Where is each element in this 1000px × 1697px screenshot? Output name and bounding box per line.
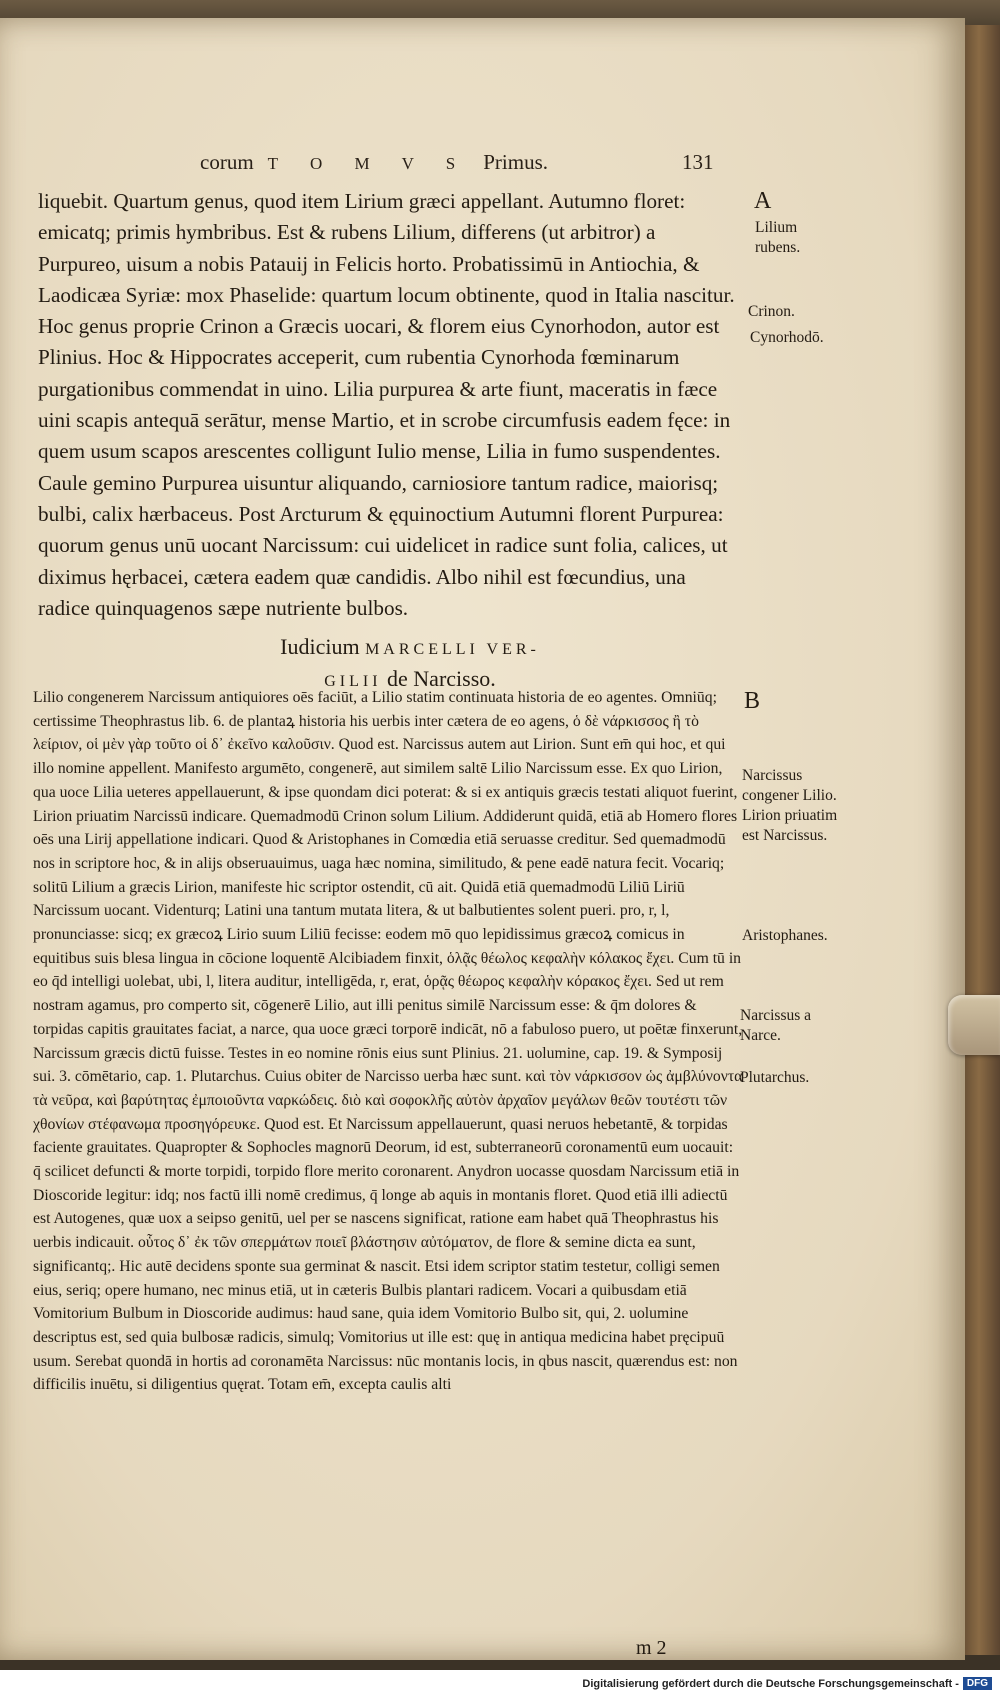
margin-letter-a: A [754,188,772,214]
margin-note-aristophanes: Aristophanes. [742,927,828,944]
main-text-block [38,186,738,624]
book-clasp [948,995,1000,1055]
running-header [200,150,740,175]
margin-note-cynorhodon: Cynorhodō. [750,329,824,346]
margin-note-narcissus-congener: Narcissus congener Lilio. Lirion priuatim est Narcissus. [742,767,838,844]
margin-note-crinon: Crinon. [748,303,795,320]
book-binding-edge [965,25,1000,1655]
dfg-logo[interactable]: DFG [963,1677,992,1690]
paragraph: Lilio congenerem Narcissum antiquiores oēs faciūt, a Lilio statim continuata historia de eo agentes. Omniūq; certissime Theophrastus lib. 6. de plantaꝝ historia his uerbis inter cætera de eo agens, ὁ δὲ νάρκισσος ἢ τὸ λείριον, οἱ μὲν γὰρ τοῦτο οἱ δ᾽ ἐκεῖνο καλοῦσιν. Quod est. Narcissus autem aut Lirion. Sunt em̄ qui hoc, et qui illo nomine appellent. Manifesto argumēto, congenerē, aut similem saltē Lilio Narcissum esse. Ex quo Lirion, qua uoce Lilia ueteres appellauerunt, & ipse quondam dici poterat: & si ex antiquis græcis testati aliquot fuerint, Lirion priuatim Narcissū indicare. Quemadmodū Crinon solum Lilium. Addiderunt quidā, etiā ab Homero flores oēs una Lirij appellatione indicari. Quod & Aristophanes in Comœdia etiā seruasse creditur. Sed quemadmodū nos in scriptore hoc, & in alijs obseruauimus, uaga hæc nomina, similitudo, & pene eadē natura fecit. Vocariq; solitū Lilium a græcis Lirion, manifeste hic scriptor ostendit, cū ait. Quidā etiā quemadmodū Liliū Liriū Narcissum uocant. Videnturq; Latini una tantum mutata litera, & ut balbutientes solent pueri. pro, r, l, pronunciasse: sicq; ex græcoꝝ Lirio suum Liliū fecisse: eodem mō quo lepidissimus græcoꝝ comicus in equitibus suis blesa lingua in cōcione loquentē Alcibiadem finxit, ὁλᾷς θέωλος κεφαλὴν κόλακος ἔχει. Cum tū in eo q̄d intelligi uolebat, ubi, l, litera auditur, intelligēda, r, erat, ὁρᾷς θέωρος κεφαλὴν κόρακος ἔχει. Sed ut rem nostram agamus, pro comperto sit, cōgenerē Lilio, aut illi penitus similē Narcissum esse: & q̄m dolores & torpidas capitis grauitates faciat, a narce, qua uoce græci torporē indicāt, nō a fabuloso puero, ut poētæ finxerunt, Narcissum græcis dictū fuisse. Testes in eo nomine rōnis eius sunt Plinius. 21. uolumine, cap. 19. & Symposij sui. 3. cōmētario, cap. 1. Plutarchus. Cuius obiter de Narcisso uerba hæc sunt. καὶ τὸν νάρκισσον ὡς ἀμβλύνοντα τὰ νεῦρα, καὶ βαρύτητας ἐμποιοῦντα ναρκώδεις. διὸ καὶ σοφοκλῆς αὐτὸν ἀρχαῖον μεγάλων θεῶν τουτέστι τῶν χθονίων στέφανωμα προσηγόρευκε. Quod est. Et Narcissum appellauerunt, quasi neruos hebetantē, & torpidas faciente grauitates. Quapropter & Sophocles magnorū Deorum, id est, subterraneorū coronamentū eum uocauit: q̄ scilicet defuncti & morte torpidi, torpido flore merito coronarent. Anydron uocasse quosdam Narcissum etiā in Dioscoride legitur: idq; nos factū illi nomē credimus, q̄ longe ab aquis in montanis floret. Quod etiā illi adiectū est Autogenes, quæ uox a seipso genitū, uel per se nascens significat, ratione eam habet quā Theophrastus his uerbis indicauit. οὗτος δ᾽ ἐκ τῶν σπερμάτων ποιεῖ βλάστησιν αὐτόματον, de flore & semine dicta ea sunt, significantq;. Hic autē decidens sponte sua germinat & nascit. Etsi idem scriptor statim testetur, colligi semen eius, seriq; opere humano, nec minus etiā, ut in cæteris Bulbis plantari radicem. Vocari a quibusdam etiā Vomitorium Bulbum in Dioscoride audimus: haud sane, quia idem Vomitorio Bulbo sit, qui, 2. uolumine descriptus est, sed quia bulbosæ radicis, simulq; Vomitorius ut ille est: quę in antiqua medicina habet pręcipuū usum. Serebat quondā in hortis ad coronamēta Narcissus: nūc montanis locis, in qbus nascit, quærendus est: non difficilis inuētu, si diligentius quęrat. Totam em̄, excepta caulis alti [33,689,743,1394]
folio-number: 131 [682,150,714,174]
margin-note-plutarchus: Plutarchus. [740,1069,810,1086]
margin-note-narcissus-a-narce: Narcissus a Narce. [740,1007,812,1044]
heading-word: de Narcisso. [387,666,496,691]
small-text-block [33,686,743,1397]
footer-credit-text: Digitalisierung gefördert durch die Deutsche Forschungsgemeinschaft - [582,1677,959,1690]
header-right-word: Primus. [483,150,549,174]
margin-letter-b: B [744,688,761,714]
paragraph: liquebit. Quartum genus, quod item Lirium græci appellant. Autumno floret: emicatq; primis hymbribus. Est & rubens Lilium, differens (ut arbitror) a Purpureo, uisum a nobis Patauij in Felicis horto. Probatissimū in Antiochia, & Laodicæa Syriæ: mox Phaselide: quartum locum obtinente, quod in Italia nascitur. Hoc genus proprie Crinon a Græcis uocari, & florem eius Cynorhodon, autor est Plinius. Hoc & Hippocrates acceperit, cum rubentia Cynorhoda fœminarum purgationibus commendat in uino. Lilia purpurea & arte fiunt, maceratis in fæce uini scapis antequā serātur, mense Martio, et in scrobe circumfusis eadem fęce: in quem usum scapos arescentes colligunt Iulio mense, Lilia in fumo suspendentes. Caule gemino Purpurea uisuntur aliquando, carniosiore tantum radice, maiorisq; bulbi, calix hærbaceus. Post Arcturum & ęquinoctium Autumni florent Purpurea: quorum genus unū uocant Narcissum: cui uidelicet in radice sunt folia, calices, ut diximus hęrbacei, cætera eadem quæ candidis. Albo nihil est fœcundius, una radice quinquagenos sæpe nutriente bulbos. [38,189,735,620]
signature-mark: m 2 [636,1637,667,1659]
section-heading-line-1 [190,632,630,664]
header-tomus: T O M V S [267,154,470,173]
margin-note-lilium-rubens: Lilium rubens. [755,219,801,256]
heading-caps: GILII [324,673,382,690]
footer-credit-bar [0,1670,1000,1697]
heading-word: Iudicium [280,634,360,659]
heading-caps: MARCELLI VER- [365,641,540,658]
header-left-word: corum [200,150,254,174]
